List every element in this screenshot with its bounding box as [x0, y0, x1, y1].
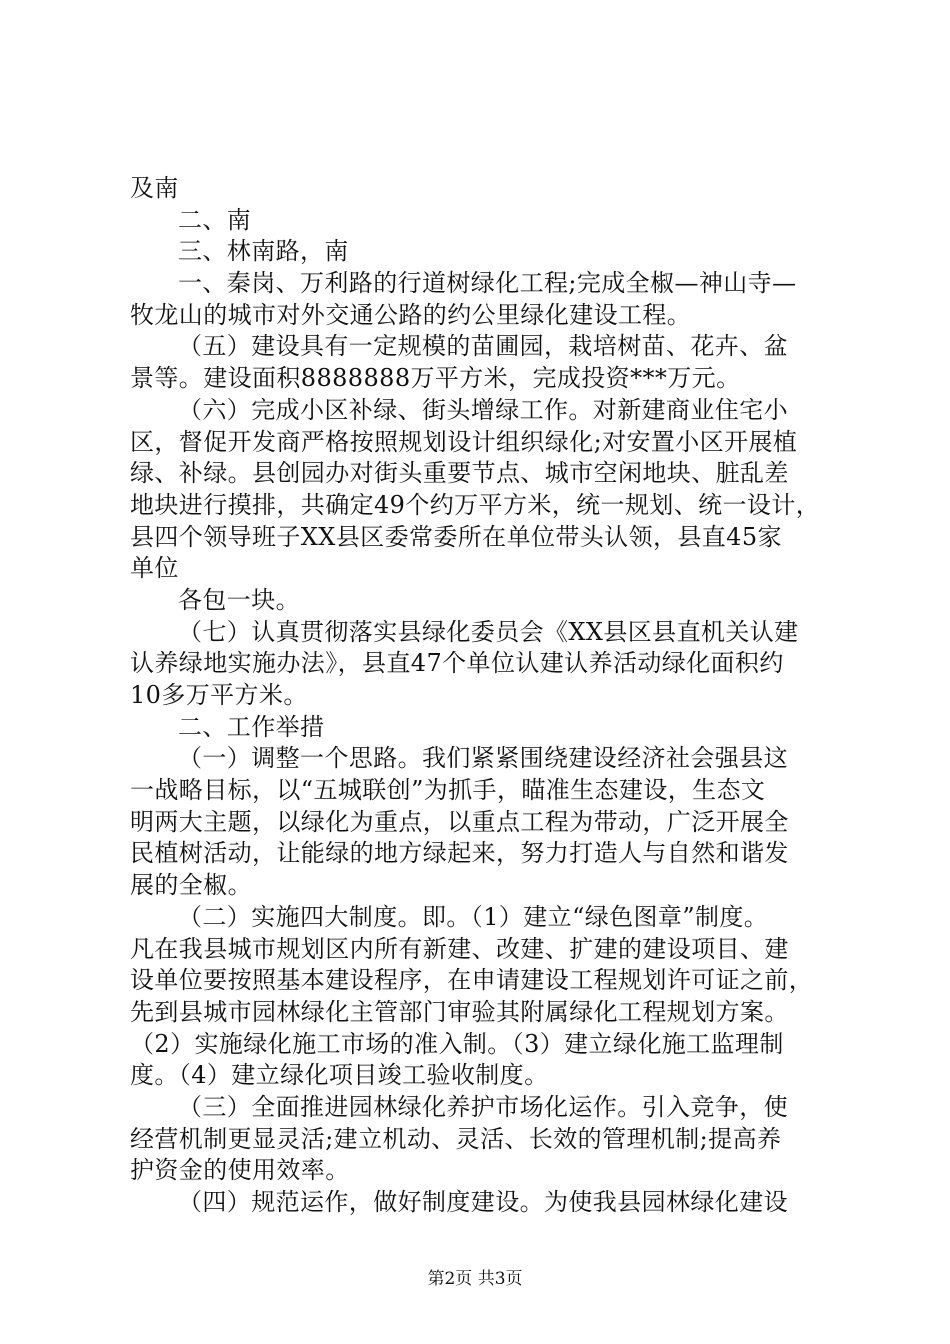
- text-line: 县四个领导班子XX县区委常委所在单位带头认领，县直45家: [130, 522, 782, 551]
- text-line: 设单位要按照基本建设程序，在申请建设工程规划许可证之前，: [130, 966, 814, 995]
- text-line: （二）实施四大制度。即。（1）建立“绿色图章”制度。: [178, 902, 769, 931]
- text-line: 及南: [130, 174, 179, 202]
- text-line: （四）规范运作，做好制度建设。为使我县园林绿化建设: [178, 1188, 788, 1216]
- text-line: 护资金的使用效率。: [130, 1156, 350, 1185]
- text-line: 度。（4）建立绿化项目竣工验收制度。: [130, 1061, 549, 1090]
- text-line: 展的全椒。: [130, 871, 252, 900]
- text-line: 二、工作举措: [178, 712, 325, 741]
- text-line: 绿、补绿。县创园办对街头重要节点、城市空闲地块、脏乱差: [130, 459, 789, 488]
- text-line: 民植树活动，让能绿的地方绿起来，努力打造人与自然和谐发: [130, 839, 789, 868]
- text-line: 先到县城市园林绿化主管部门审验其附属绿化工程规划方案。: [130, 997, 789, 1026]
- page-footer: 第2页 共3页: [427, 1269, 523, 1289]
- text-line: 牧龙山的城市对外交通公路的约公里绿化建设工程。: [130, 300, 692, 329]
- text-line: （六）完成小区补绿、街头增绿工作。对新建商业住宅小: [178, 395, 788, 424]
- text-line: 10多万平方米。: [130, 681, 308, 709]
- text-line: 二、南: [178, 205, 252, 234]
- text-line: 地块进行摸排，共确定49个约万平方米，统一规划、统一设计，: [130, 490, 821, 519]
- text-line: 认养绿地实施办法》，县直47个单位认建认养活动绿化面积约: [130, 649, 784, 678]
- document-body: [130, 173, 840, 1219]
- text-line: 各包一块。: [178, 585, 300, 614]
- text-line: （五）建设具有一定规模的苗圃园，栽培树苗、花卉、盆: [178, 332, 788, 361]
- text-line: 单位: [130, 554, 179, 583]
- text-line: （三）全面推进园林绿化养护市场化运作。引入竞争，使: [178, 1092, 788, 1121]
- text-line: 一战略目标，以“五城联创”为抓手，瞄准生态建设，生态文: [130, 776, 766, 805]
- text-line: 一、秦岗、万利路的行道树绿化工程;完成全椒—神山寺—: [178, 269, 797, 298]
- text-line: 三、林南路，南: [178, 237, 349, 266]
- text-line: 区，督促开发商严格按照规划设计组织绿化;对安置小区开展植: [130, 427, 798, 456]
- text-line: 景等。建设面积8888888万平方米，完成投资***万元。: [130, 364, 741, 393]
- text-line: （七）认真贯彻落实县绿化委员会《XX县区县直机关认建: [178, 617, 799, 646]
- text-line: （一）调整一个思路。我们紧紧围绕建设经济社会强县这: [178, 744, 788, 773]
- text-line: 凡在我县城市规划区内所有新建、改建、扩建的建设项目、建: [130, 934, 789, 963]
- text-line: 经营机制更显灵活;建立机动、灵活、长效的管理机制;提高养: [130, 1124, 782, 1153]
- text-line: （2）实施绿化施工市场的准入制。（3）建立绿化施工监理制: [130, 1029, 784, 1058]
- text-line: 明两大主题，以绿化为重点，以重点工程为带动，广泛开展全: [130, 807, 789, 836]
